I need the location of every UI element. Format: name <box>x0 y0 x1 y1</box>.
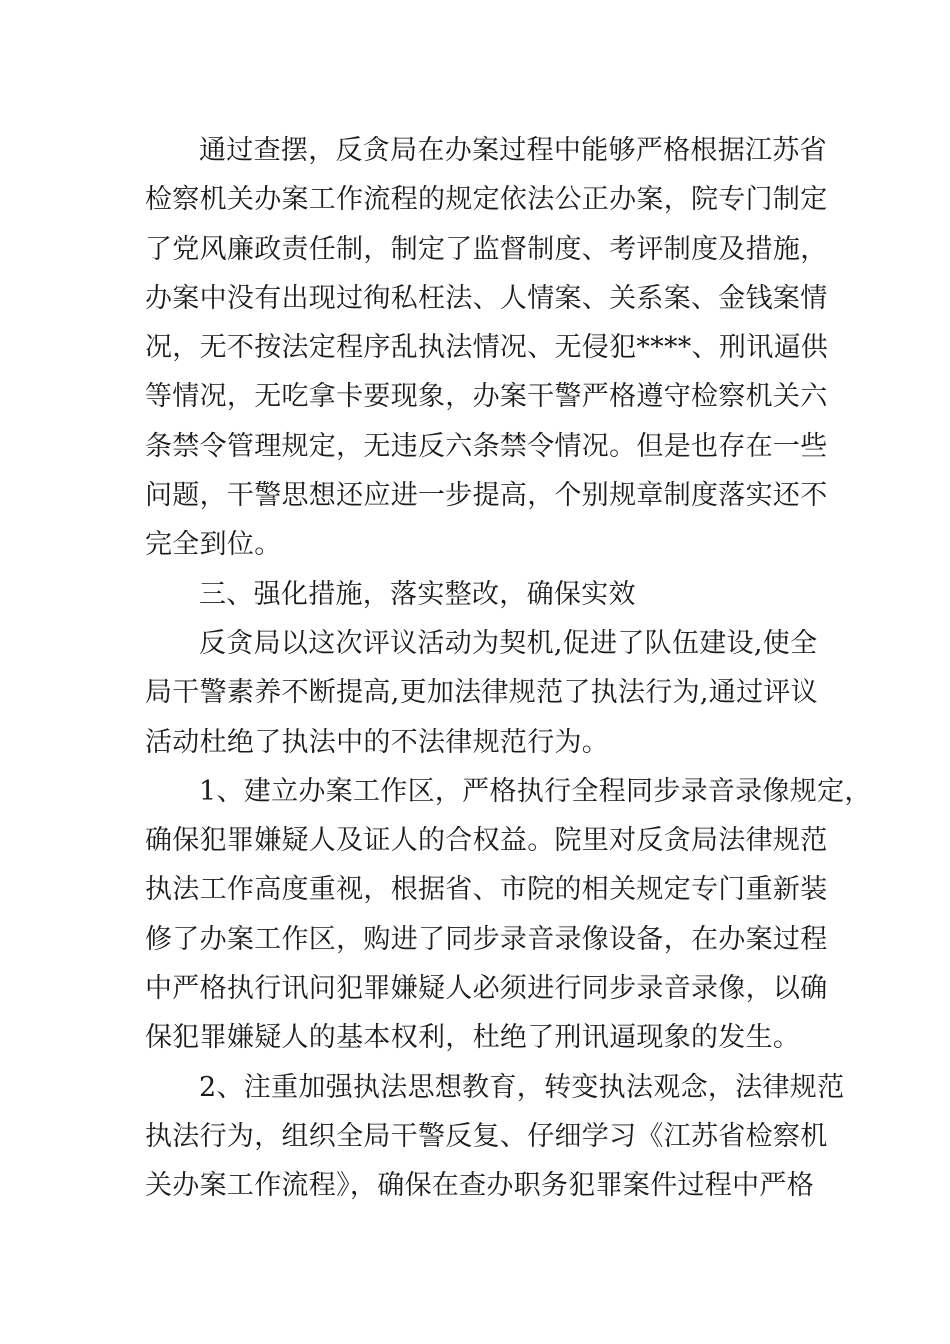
text-line: 办案中没有出现过徇私枉法、人情案、关系案、金钱案情 <box>145 282 828 314</box>
text-line: 1、建立办案工作区，严格执行全程同步录音录像规定， <box>199 775 872 807</box>
text-line: 等情况，无吃拿卡要现象，办案干警严格遵守检察机关六 <box>145 381 828 413</box>
text-line: 局干警素养不断提高,更加法律规范了执法行为,通过评议 <box>145 677 818 709</box>
text-line: 通过查摆，反贪局在办案过程中能够严格根据江苏省 <box>199 135 827 166</box>
text-line: 况，无不按法定程序乱执法情况、无侵犯****、刑讯逼供 <box>145 332 829 364</box>
text-line: 执法工作高度重视，根据省、市院的相关规定专门重新装 <box>145 874 828 906</box>
text-line: 完全到位。 <box>145 529 282 561</box>
text-line: 三、强化措施，落实整改，确保实效 <box>199 578 636 610</box>
text-line: 问题，干警思想还应进一步提高，个别规章制度落实还不 <box>145 480 828 512</box>
text-line: 中严格执行讯问犯罪嫌疑人必须进行同步录音录像，以确 <box>145 973 828 1005</box>
text-line: 修了办案工作区，购进了同步录音录像设备，在办案过程 <box>145 923 828 955</box>
text-line: 确保犯罪嫌疑人及证人的合权益。院里对反贪局法律规范 <box>145 825 828 857</box>
text-line: 反贪局以这次评议活动为契机,促进了队伍建设,使全 <box>199 627 818 659</box>
text-line: 执法行为，组织全局干警反复、仔细学习《江苏省检察机 <box>145 1120 828 1152</box>
text-line: 条禁令管理规定，无违反六条禁令情况。但是也存在一些 <box>145 430 828 462</box>
text-line: 活动杜绝了执法中的不法律规范行为。 <box>145 726 610 758</box>
text-line: 检察机关办案工作流程的规定依法公正办案，院专门制定 <box>145 184 828 216</box>
text-line: 了党风廉政责任制，制定了监督制度、考评制度及措施， <box>145 233 828 265</box>
document-page <box>145 126 872 1211</box>
text-line: 关办案工作流程》，确保在查办职务犯罪案件过程中严格 <box>145 1170 814 1202</box>
text-line: 2、注重加强执法思想教育，转变执法观念，法律规范 <box>199 1071 845 1103</box>
text-line: 保犯罪嫌疑人的基本权利，杜绝了刑讯逼现象的发生。 <box>145 1022 801 1054</box>
